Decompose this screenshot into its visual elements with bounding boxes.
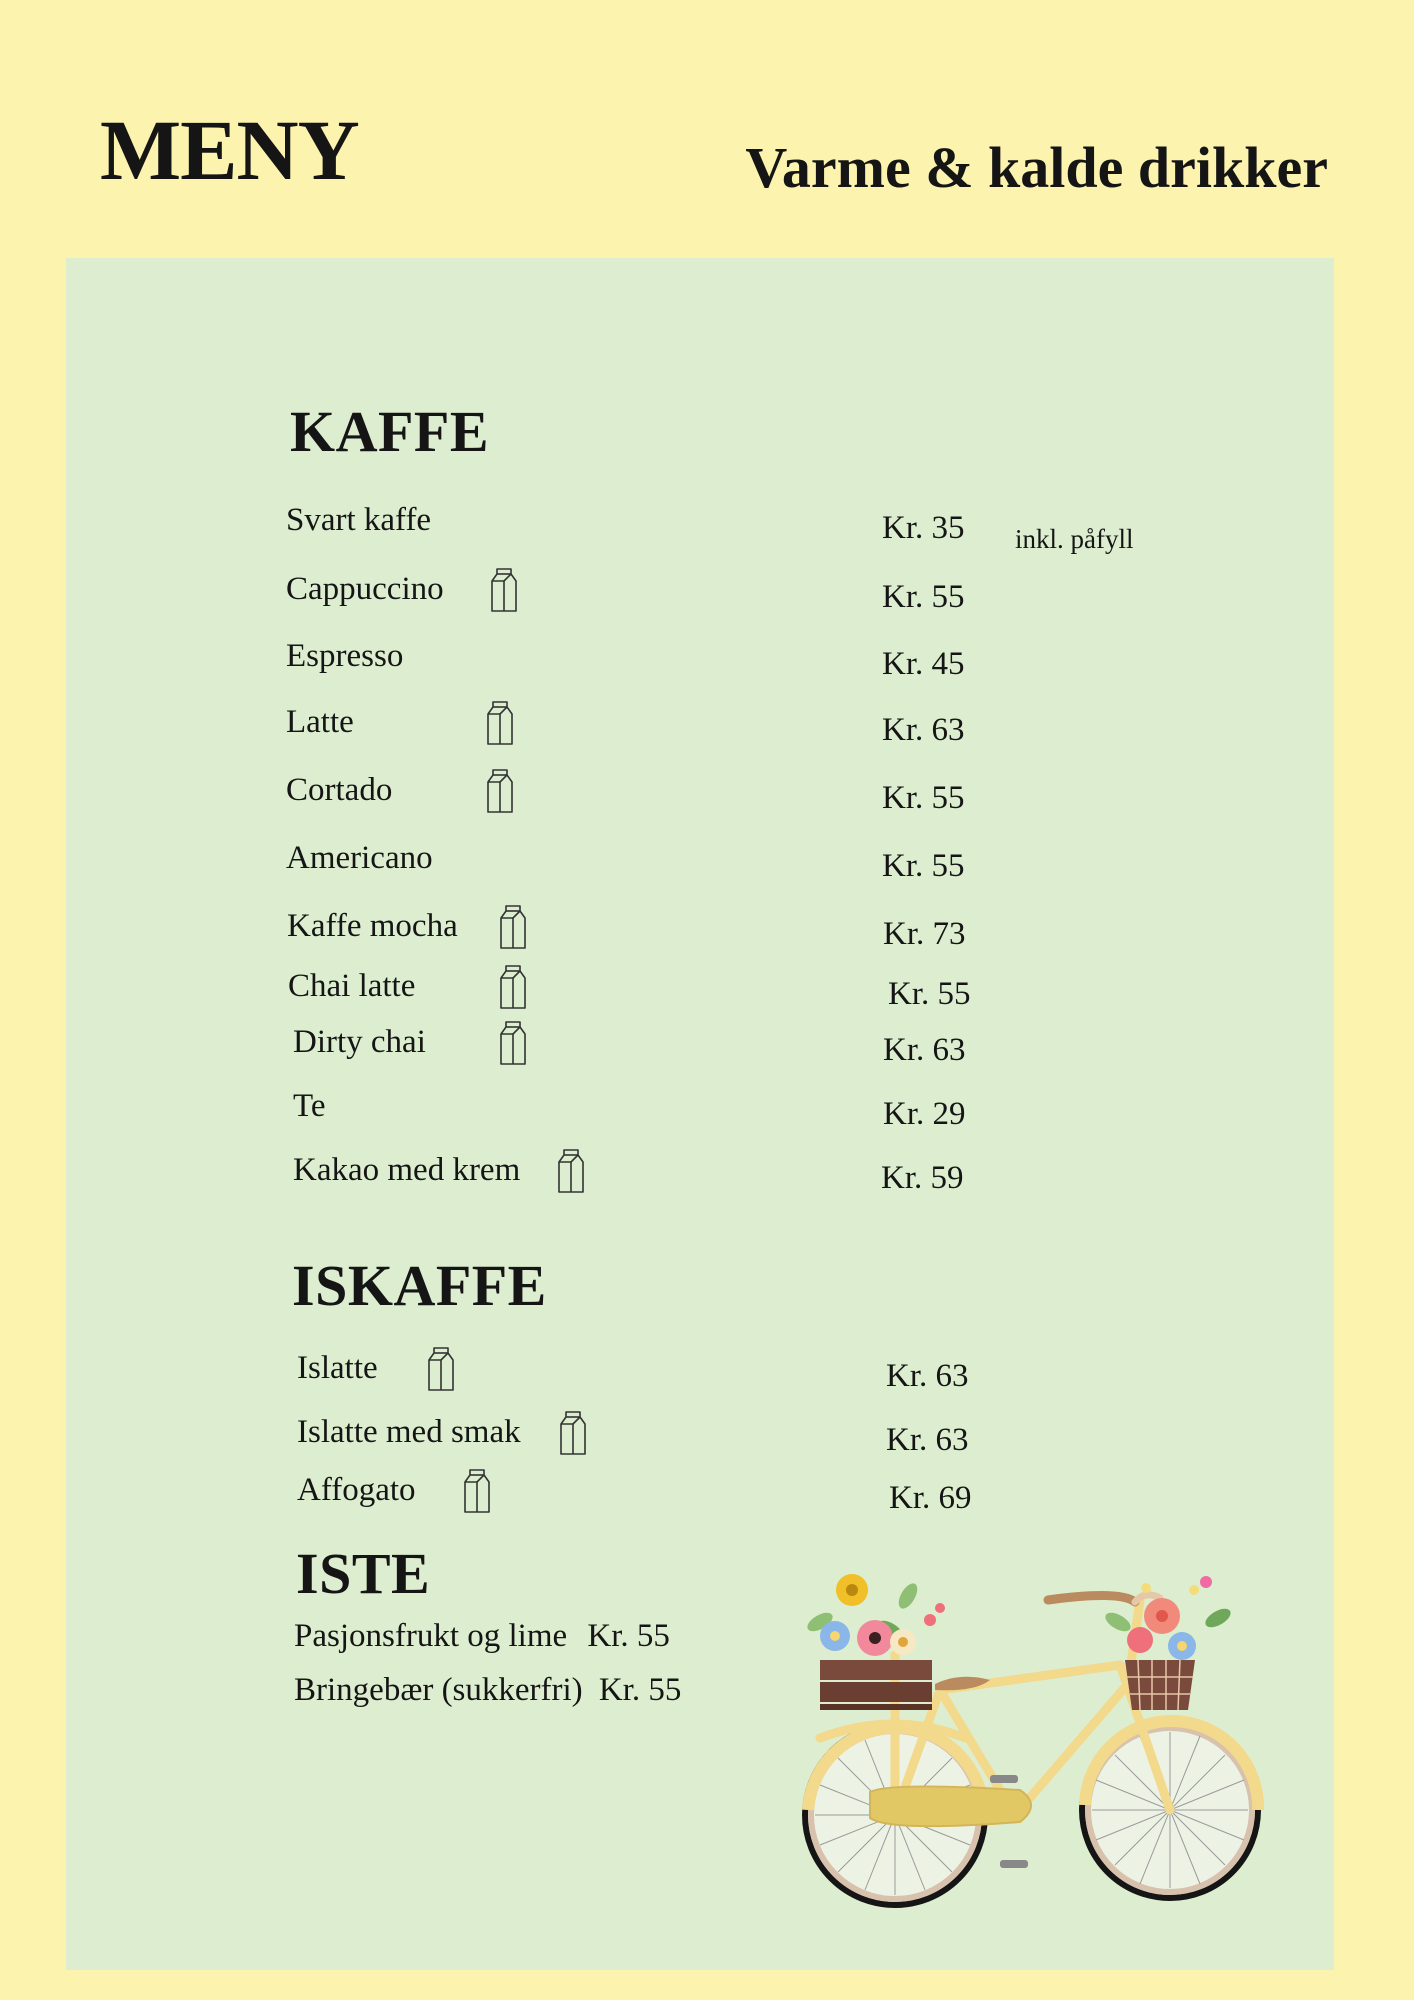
item-name: Cortado bbox=[286, 772, 393, 808]
item-price: Kr. 69 bbox=[889, 1480, 972, 1516]
milk-carton-icon bbox=[499, 964, 527, 1010]
item-price: Kr. 55 bbox=[882, 780, 965, 816]
item-price: Kr. 29 bbox=[883, 1096, 966, 1132]
front-flower-basket bbox=[1125, 1660, 1195, 1710]
item-price: Kr. 63 bbox=[886, 1358, 969, 1394]
menu-title: MENY bbox=[100, 102, 359, 198]
section-title-iste: ISTE bbox=[296, 1541, 431, 1606]
item-name: Kakao med krem bbox=[293, 1152, 521, 1188]
milk-carton-icon bbox=[427, 1346, 455, 1392]
item-name: Latte bbox=[286, 704, 354, 740]
item-price: Kr. 35 bbox=[882, 510, 965, 546]
milk-carton-icon bbox=[557, 1148, 585, 1194]
milk-carton-icon bbox=[486, 768, 514, 814]
front-flowers bbox=[1102, 1576, 1233, 1660]
item-price: Kr. 55 bbox=[882, 579, 965, 615]
handlebar bbox=[1048, 1595, 1135, 1602]
refill-note: inkl. påfyll bbox=[1015, 524, 1134, 554]
menu-item-bringebaer-sukkerfri bbox=[294, 1672, 681, 1709]
item-name: Te bbox=[293, 1088, 326, 1124]
bicycle-with-flowers-illustration bbox=[790, 1560, 1270, 1910]
item-name: Islatte bbox=[297, 1350, 378, 1386]
item-price: Kr. 63 bbox=[886, 1422, 969, 1458]
item-price: Kr. 59 bbox=[881, 1160, 964, 1196]
pedal bbox=[990, 1775, 1018, 1783]
chain-guard bbox=[870, 1786, 1031, 1826]
item-price: Kr. 45 bbox=[882, 646, 965, 682]
item-price: Kr. 55 bbox=[598, 1672, 682, 1708]
item-name: Bringebær (sukkerfri) bbox=[294, 1672, 583, 1708]
item-name: Americano bbox=[286, 840, 433, 876]
item-price: Kr. 63 bbox=[882, 712, 965, 748]
section-title-iskaffe: ISKAFFE bbox=[292, 1253, 547, 1318]
milk-carton-icon bbox=[463, 1468, 491, 1514]
section-title-kaffe: KAFFE bbox=[290, 399, 490, 464]
item-name: Chai latte bbox=[288, 968, 416, 1004]
rear-flowers bbox=[804, 1574, 945, 1656]
item-name: Islatte med smak bbox=[297, 1414, 521, 1450]
item-name: Pasjonsfrukt og lime bbox=[294, 1618, 568, 1654]
item-name: Kaffe mocha bbox=[287, 908, 458, 944]
item-name: Affogato bbox=[297, 1472, 416, 1508]
milk-carton-icon bbox=[559, 1410, 587, 1456]
item-price: Kr. 55 bbox=[888, 976, 971, 1012]
item-name: Dirty chai bbox=[293, 1024, 426, 1060]
milk-carton-icon bbox=[499, 904, 527, 950]
menu-item-pasjonsfrukt-og-lime bbox=[294, 1618, 670, 1655]
item-name: Svart kaffe bbox=[286, 502, 432, 538]
item-name: Cappuccino bbox=[286, 571, 444, 607]
item-price: Kr. 55 bbox=[882, 848, 965, 884]
menu-subtitle: Varme & kalde drikker bbox=[745, 135, 1328, 200]
rear-flower-crate bbox=[820, 1660, 932, 1710]
milk-carton-icon bbox=[490, 567, 518, 613]
item-price: Kr. 55 bbox=[587, 1618, 670, 1654]
item-price: Kr. 73 bbox=[883, 916, 966, 952]
item-name: Espresso bbox=[286, 638, 404, 674]
pedal bbox=[1000, 1860, 1028, 1868]
milk-carton-icon bbox=[499, 1020, 527, 1066]
milk-carton-icon bbox=[486, 700, 514, 746]
item-price: Kr. 63 bbox=[883, 1032, 966, 1068]
